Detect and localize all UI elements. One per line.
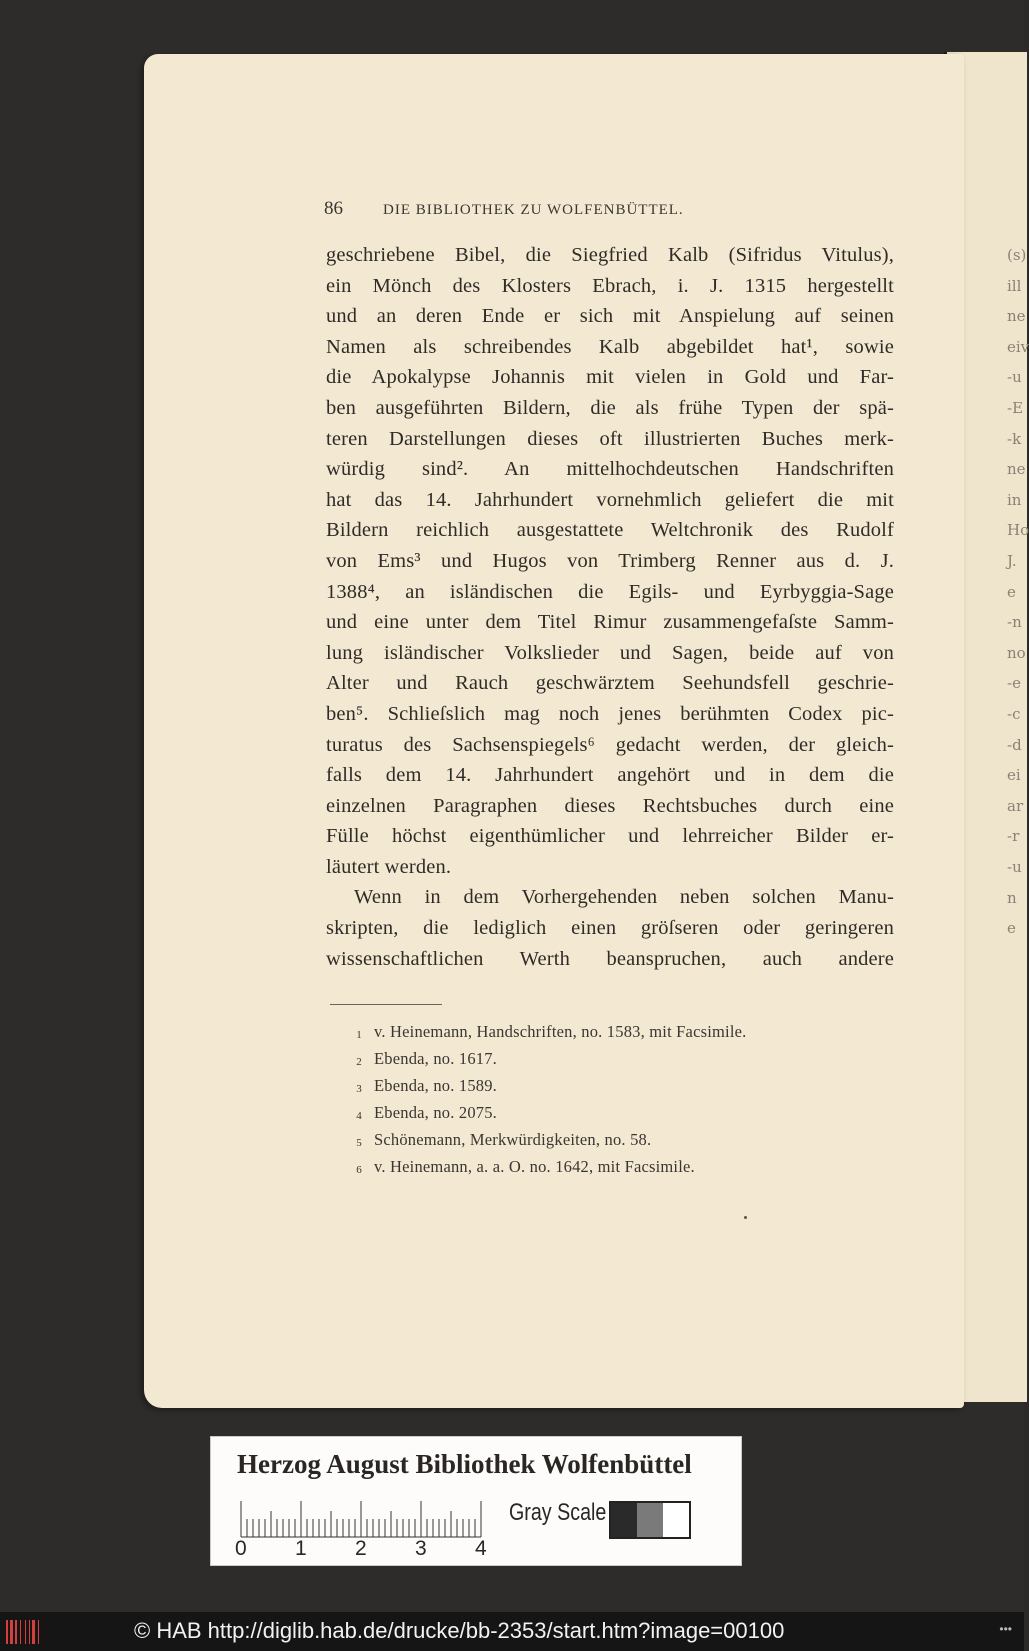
text-line: von Ems³ und Hugos von Trimberg Renner aus d. J.	[326, 549, 894, 572]
text-line: wissenschaftlichen Werth beanspruchen, auch andere	[326, 947, 894, 970]
barcode-bar	[32, 1620, 35, 1644]
copyright-url-text[interactable]: © HAB http://diglib.hab.de/drucke/bb-2353/start.htm?image=00100	[134, 1618, 785, 1643]
footnote-divider	[330, 1004, 442, 1005]
adjacent-page-fragment: J.	[1007, 552, 1017, 570]
gray-scale-label: Gray Scale	[509, 1499, 607, 1526]
text-line: Namen als schreibendes Kalb abgebildet hat¹, sowie	[326, 335, 894, 358]
gray-swatch	[663, 1503, 689, 1537]
text-line: geschriebene Bibel, die Siegfried Kalb (Sifridus Vitulus),	[326, 244, 894, 266]
barcode-bar	[25, 1620, 26, 1644]
footnote-number: 2	[356, 1056, 362, 1068]
body-text	[326, 240, 894, 974]
footnote-text: Schönemann, Merkwürdigkeiten, no. 58.	[374, 1130, 652, 1149]
adjacent-page-fragment: -n	[1007, 613, 1022, 632]
text-line: hat das 14. Jahrhundert vornehmlich geliefert die mit	[326, 488, 894, 511]
text-line: einzelnen Paragraphen dieses Rechtsbuches durch eine	[326, 794, 894, 817]
ruler-label: 1	[295, 1537, 307, 1560]
ruler-scale	[241, 1499, 491, 1539]
footnote	[350, 1155, 870, 1182]
footnotes	[350, 1020, 870, 1182]
footnote	[350, 1020, 870, 1047]
adjacent-page-fragment: ill	[1007, 276, 1022, 295]
text-line: lung isländischer Volkslieder und Sagen, beide auf von	[326, 641, 894, 664]
footnote-number: 6	[356, 1164, 362, 1176]
text-line: und eine unter dem Titel Rimur zusammengefaſste Samm-	[326, 611, 894, 634]
adjacent-page-fragment: eiv	[1007, 337, 1029, 356]
status-indicator: •••	[999, 1622, 1012, 1636]
gray-swatch	[611, 1503, 637, 1537]
footnote-text: Ebenda, no. 1617.	[374, 1049, 498, 1068]
footnote-number: 4	[356, 1110, 362, 1122]
adjacent-page-fragment: -E	[1007, 399, 1024, 417]
footnote-text: v. Heinemann, a. a. O. no. 1642, mit Facsimile.	[374, 1157, 695, 1176]
color-target-card	[210, 1436, 742, 1566]
adjacent-page-fragment: -d	[1007, 735, 1022, 754]
text-line: 1388⁴, an isländischen die Egils- und Eyrbyggia-Sage	[326, 580, 894, 603]
adjacent-page-fragment: ei	[1007, 766, 1021, 785]
adjacent-page-fragment: ar	[1007, 796, 1024, 815]
footnote-text: v. Heinemann, Handschriften, no. 1583, mit Facsimile.	[374, 1022, 747, 1041]
adjacent-page-fragment: e	[1007, 582, 1016, 601]
adjacent-page-fragment: -e	[1007, 674, 1021, 693]
adjacent-page-fragment: e	[1007, 919, 1016, 938]
adjacent-page-fragment: n	[1007, 888, 1017, 907]
ruler-label: 0	[235, 1537, 247, 1560]
text-line: Bildern reichlich ausgestattete Weltchronik des Rudolf	[326, 519, 894, 542]
barcode-bar	[29, 1620, 30, 1644]
text-line: und an deren Ende er sich mit Anspielung auf seinen	[326, 305, 894, 328]
footnote	[350, 1047, 870, 1074]
adjacent-page-fragment: (s)	[1007, 246, 1027, 264]
footnote	[350, 1074, 870, 1101]
page-header	[324, 198, 794, 220]
text-line: läutert werden.	[326, 855, 452, 878]
barcode-bar	[20, 1620, 21, 1644]
footnote-number: 1	[356, 1029, 362, 1041]
text-line: Wenn in dem Vorhergehenden neben solchen Manu-	[354, 886, 894, 909]
status-bar	[0, 1612, 1024, 1651]
text-line: Fülle höchst eigenthümlicher und lehrreicher Bilder er-	[326, 825, 894, 848]
text-line: würdig sind². An mittelhochdeutschen Handschriften	[326, 458, 894, 481]
running-title: DIE BIBLIOTHEK ZU WOLFENBÜTTEL.	[383, 202, 684, 218]
barcode-bar	[38, 1620, 39, 1644]
footnote	[350, 1101, 870, 1128]
adjacent-page-fragment: ne	[1007, 307, 1026, 326]
adjacent-page-fragment: -u	[1007, 368, 1022, 387]
ink-speck	[744, 1216, 747, 1219]
text-line: ben⁵. Schlieſslich mag noch jenes berühmten Codex pic-	[326, 702, 894, 725]
footnote-number: 3	[356, 1083, 362, 1095]
adjacent-page-fragment: in	[1007, 490, 1022, 509]
adjacent-page-fragment: -r	[1007, 827, 1020, 846]
gray-scale-swatches	[609, 1501, 691, 1539]
barcode-bar	[10, 1620, 13, 1644]
ruler-label: 3	[415, 1537, 427, 1560]
footnote-text: Ebenda, no. 2075.	[374, 1103, 498, 1122]
ruler-label: 2	[355, 1537, 367, 1560]
text-line: ben ausgeführten Bildern, die als frühe Typen der spä-	[326, 396, 894, 419]
barcode-bar	[6, 1620, 8, 1644]
ruler-label: 4	[475, 1537, 487, 1560]
text-line: falls dem 14. Jahrhundert angehört und in dem die	[326, 764, 894, 787]
ruler-labels	[235, 1537, 515, 1563]
text-line: Alter und Rauch geschwärztem Seehundsfell geschrie-	[326, 672, 894, 695]
adjacent-page-fragment: -u	[1007, 858, 1022, 876]
barcode-icon	[6, 1620, 46, 1644]
barcode-bar	[15, 1620, 17, 1644]
footnote-number: 5	[356, 1137, 362, 1149]
adjacent-page-fragment: -k	[1007, 429, 1022, 448]
text-line: die Apokalypse Johannis mit vielen in Gold und Far-	[326, 366, 894, 389]
gray-swatch	[637, 1503, 663, 1537]
text-line: teren Darstellungen dieses oft illustrierten Buches merk-	[326, 427, 894, 450]
text-line: ein Mönch des Klosters Ebrach, i. J. 1315 hergestellt	[326, 274, 894, 297]
footnote-text: Ebenda, no. 1589.	[374, 1076, 498, 1095]
page-number: 86	[324, 198, 343, 219]
adjacent-page-fragment: no	[1007, 643, 1026, 662]
adjacent-page-fragment: -c	[1007, 705, 1021, 723]
adjacent-page-fragment: Ho	[1007, 521, 1029, 540]
text-line: turatus des Sachsenspiegels⁶ gedacht werden, der gleich-	[326, 733, 894, 756]
institution-name: Herzog August Bibliothek Wolfenbüttel	[237, 1449, 692, 1479]
footnote	[350, 1128, 870, 1155]
adjacent-page-fragment: ne	[1007, 460, 1026, 479]
text-line: skripten, die lediglich einen gröſseren oder geringeren	[326, 917, 894, 940]
